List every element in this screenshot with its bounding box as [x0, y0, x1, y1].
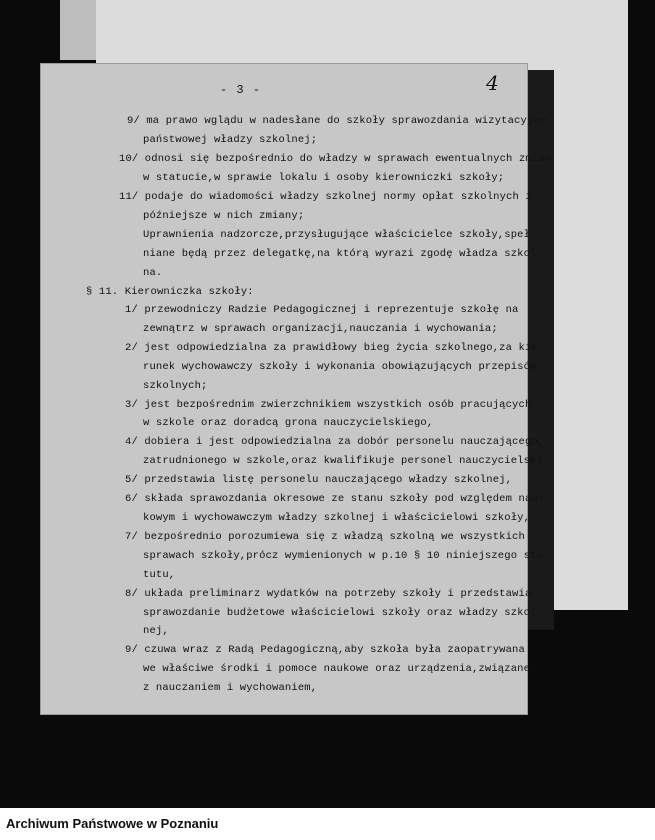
text-line: w statucie,w sprawie lokalu i osoby kierowniczki szkoły; — [143, 172, 505, 184]
text-line: 8/ układa preliminarz wydatków na potrzeby szkoły i przedstawia — [125, 588, 532, 600]
text-line: późniejsze w nich zmiany; — [143, 210, 305, 222]
footer-bar — [0, 808, 655, 840]
text-line: we właściwe środki i pomoce naukowe oraz urządzenia,związane — [143, 663, 531, 675]
page-number: - 3 - — [220, 83, 262, 97]
document-page — [40, 63, 552, 715]
folio-mark: 4 — [486, 71, 499, 95]
separator — [0, 800, 655, 808]
text-line: 10/ odnosi się bezpośrednio do władzy w sprawach ewentualnych zmian — [119, 153, 552, 165]
text-line: sprawach szkoły,prócz wymienionych w p.10 § 10 niniejszego sta- — [143, 550, 550, 562]
text-line: kowym i wychowawczym władzy szkolnej i właścicielowi szkoły, — [143, 512, 531, 524]
archive-name: Archiwum Państwowe w Poznaniu — [6, 816, 219, 831]
background-sheet-edge — [60, 0, 96, 60]
text-line: 9/ czuwa wraz z Radą Pedagogiczną,aby szkoła była zaopatrywana — [125, 644, 525, 656]
text-line: 6/ składa sprawozdania okresowe ze stanu szkoły pod względem nau- — [125, 493, 545, 505]
text-line: 3/ jest bezpośrednim zwierzchnikiem wszystkich osób pracujących — [125, 399, 532, 411]
text-line: nej, — [143, 625, 169, 637]
text-line: na. — [143, 267, 163, 279]
text-line: 4/ dobiera i jest odpowiedzialna za dobór personelu nauczającego, — [125, 436, 545, 448]
text-line: niane będą przez delegatkę,na którą wyrazi zgodę władza szkol- — [143, 248, 543, 260]
text-line: szkolnych; — [143, 380, 208, 392]
text-line: 9/ ma prawo wglądu w nadesłane do szkoły sprawozdania wizytacyjne — [127, 115, 547, 127]
text-line: państwowej władzy szkolnej; — [143, 134, 318, 146]
text-line: z nauczaniem i wychowaniem, — [143, 682, 318, 694]
text-line: 1/ przewodniczy Radzie Pedagogicznej i reprezentuje szkołę na — [125, 304, 519, 316]
text-line: zewnątrz w sprawach organizacji,nauczania i wychowania; — [143, 323, 498, 335]
text-line: zatrudnionego w szkole,oraz kwalifikuje personel nauczycielski, — [143, 455, 550, 467]
text-line: sprawozdanie budżetowe właścicielowi szkoły oraz władzy szkol- — [143, 607, 543, 619]
text-line: w szkole oraz doradcą grona nauczycielskiego, — [143, 417, 434, 429]
text-line: tutu, — [143, 569, 176, 581]
text-line: Uprawnienia nadzorcze,przysługujące właścicielce szkoły,speł- — [143, 229, 537, 241]
text-line: 2/ jest odpowiedzialna za prawidłowy bieg życia szkolnego,za kie- — [125, 342, 545, 354]
text-line: 5/ przedstawia listę personelu nauczającego władzy szkolnej, — [125, 474, 513, 486]
text-line: runek wychowawczy szkoły i wykonania obowiązujących przepisów — [143, 361, 537, 373]
text-line: 11/ podaje do wiadomości władzy szkolnej normy opłat szkolnych i — [119, 191, 532, 203]
text-line: § 11. Kierowniczka szkoły: — [86, 286, 254, 298]
text-line: 7/ bezpośrednio porozumiewa się z władzą szkolną we wszystkich — [125, 531, 525, 543]
